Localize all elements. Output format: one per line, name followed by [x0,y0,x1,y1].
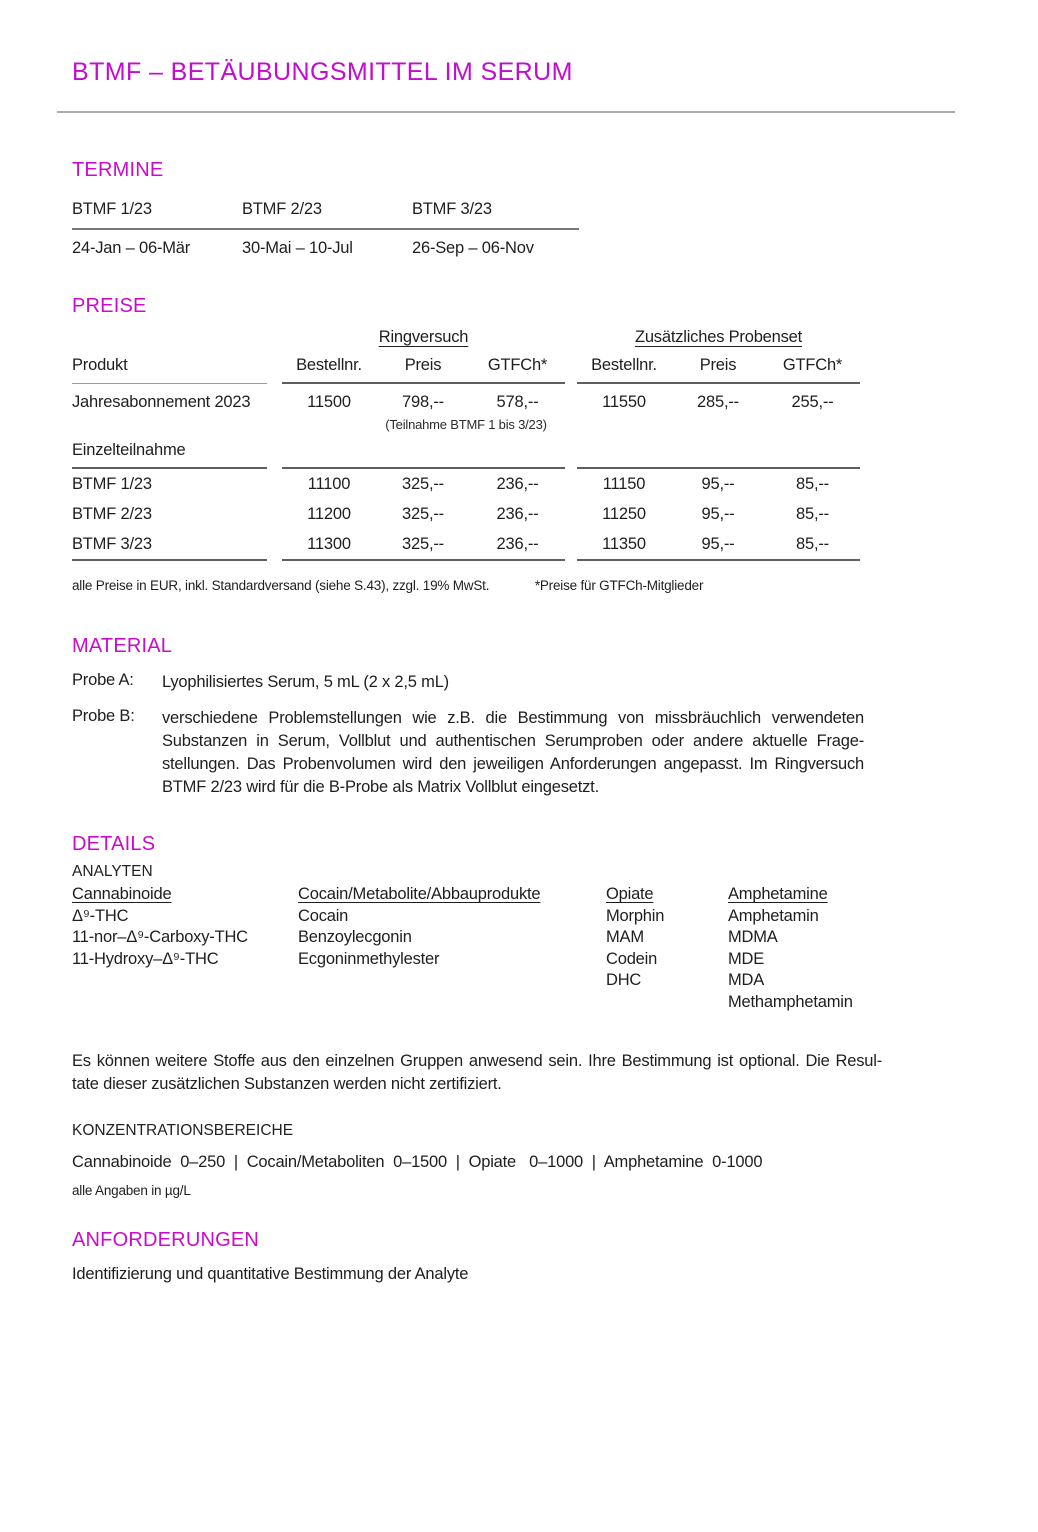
termine-dates-row [72,230,579,258]
price-cell: 11250 [602,505,646,523]
ringversuch-group-header: Ringversuch [378,328,469,346]
gap [267,529,282,561]
price-cell: 236,-- [496,505,539,523]
analyte-item: MDE [728,949,765,968]
details-section [72,833,968,1095]
price-footnote-right: *Preise für GTFCh-Mitglieder [534,578,704,593]
analyte-groups [72,884,968,1013]
gap [565,499,577,529]
price-cell: 11200 [307,505,351,523]
col-header-bestellnr: Bestellnr. [282,352,376,384]
produkt-cell: BTMF 1/23 [72,475,152,493]
document-page [0,58,1038,1532]
gap [565,529,577,561]
col-header-produkt: Produkt [72,352,267,384]
gap [267,352,282,384]
analyte-item: 11-Hydroxy–Δ⁹-THC [72,949,219,968]
termine-col-dates: 30-Mai – 10-Jul [242,239,353,257]
gap [565,469,577,499]
analyten-subheading: ANALYTEN [72,863,153,880]
gap [267,469,282,499]
anforderungen-heading: ANFORDERUNGEN [72,1229,260,1251]
gap [267,439,282,469]
produkt-cell: BTMF 3/23 [72,529,267,561]
gap [267,499,282,529]
gap [565,384,577,414]
price-cell: 325,-- [402,475,444,493]
analyte-item: Methamphetamin [728,992,853,1011]
analyte-item: Benzoylecgonin [298,928,412,946]
price-cell: 85,-- [796,505,829,523]
analyte-item: DHC [606,971,642,989]
analyte-group-opiate [606,884,728,1013]
unit-note: alle Angaben in µg/L [72,1183,191,1198]
concentration-ranges: Cannabinoide 0–250 | Cocain/Metaboliten 0–1500 | Opiate 0–1000 | Amphetamine 0-1000 [72,1153,763,1171]
col-header-preis: Preis [376,352,470,384]
page-title: BTMF – BETÄUBUNGSMITTEL IM SERUM [72,58,573,86]
termine-col-label: BTMF 3/23 [412,200,492,218]
abo-note: (Teilnahme BTMF 1 bis 3/23) [385,417,547,432]
price-cell: 11100 [307,475,351,493]
analyte-item: MDA [728,971,765,989]
probenset-group-header: Zusätzliches Probenset [634,328,803,346]
termine-header-row [72,195,579,230]
anforderungen-section [72,1229,968,1284]
gap [565,439,577,469]
termine-col-dates: 24-Jan – 06-Mär [72,239,191,257]
analyte-item: 11-nor–Δ⁹-Carboxy-THC [72,928,248,946]
price-cell: 325,-- [402,505,444,523]
probe-b-row [72,707,968,799]
material-heading: MATERIAL [72,635,173,657]
termine-heading: TERMINE [72,159,164,181]
col-header-bestellnr: Bestellnr. [577,352,671,384]
produkt-cell: Jahresabonnement 2023 [72,393,251,411]
preise-section [72,295,968,593]
konzentrationsbereiche-section [72,1122,968,1198]
group-title: Opiate [606,885,654,903]
analyte-item: Codein [606,949,658,968]
price-footnote-left: alle Preise in EUR, inkl. Standardversand (siehe S.43), zzgl. 19% MwSt. [72,578,490,593]
price-cell: 325,-- [376,529,470,561]
group-title: Cannabinoide [72,885,172,903]
price-cell: 236,-- [470,529,565,561]
empty-cell [577,439,860,469]
gap [267,328,282,352]
preise-heading: PREISE [72,295,147,317]
price-cell: 85,-- [796,475,829,493]
konzentrationsbereiche-heading: KONZENTRATIONSBEREICHE [72,1122,294,1139]
col-header-gtfch: GTFCh* [765,352,860,384]
analyte-item: Cocain [298,906,349,925]
price-cell: 95,-- [671,529,765,561]
gap [565,328,577,352]
analyte-item: Δ⁹-THC [72,906,129,925]
probe-a-row [72,671,968,694]
produkt-cell: BTMF 2/23 [72,505,152,523]
termine-col-label: BTMF 1/23 [72,200,152,218]
price-cell: 578,-- [496,393,539,411]
col-header-preis: Preis [671,352,765,384]
preise-table [72,328,860,561]
anforderungen-text: Identifizierung und quantitative Bestimmung der Analyte [72,1265,469,1283]
analyte-item: Morphin [606,906,665,925]
analyte-group-cocain [298,884,606,1013]
probe-b-label: Probe B: [72,707,135,725]
optional-substances-note: Es können weitere Stoffe aus den einzelnen Gruppen anwesend sein. Ihre Bestimmung ist optional. Die Resul-tate dieser zusätzlichen Substanzen werden nicht zertifiziert. [72,1052,882,1093]
price-cell: 85,-- [765,529,860,561]
details-heading: DETAILS [72,833,156,855]
price-cell: 285,-- [697,393,739,411]
group-title: Cocain/Metabolite/Abbauprodukte [298,885,541,903]
gap [565,352,577,384]
termine-col-label: BTMF 2/23 [242,200,322,218]
probe-a-label: Probe A: [72,671,134,689]
price-cell: 95,-- [701,475,735,493]
price-cell: 95,-- [701,505,735,523]
termine-table [72,195,579,258]
col-header-gtfch: GTFCh* [470,352,565,384]
gap [267,384,282,414]
price-cell: 11150 [602,475,646,493]
empty-cell [72,328,267,352]
price-cell: 236,-- [496,475,539,493]
probe-b-text: verschiedene Problemstellungen wie z.B. die Bestimmung von missbräuchlich verwendeten Substanzen in Serum, Vollblut und authentischen Serumproben oder andere aktuelle Frage-stellungen. Das Probenvolumen wird den jeweiligen Anforderungen angepasst. Im Ringversuch BTMF 2/23 wird für die B-Probe als Matrix Vollblut eingesetzt. [162,709,864,796]
subheader-einzelteilnahme: Einzelteilnahme [72,439,267,469]
termine-col-dates: 26-Sep – 06-Nov [412,239,534,257]
material-section [72,635,968,799]
price-cell: 11350 [577,529,671,561]
price-cell: 798,-- [402,393,444,411]
empty-cell [282,439,565,469]
probe-a-text: Lyophilisiertes Serum, 5 mL (2 x 2,5 mL) [162,673,449,691]
analyte-item: Ecgoninmethylester [298,949,440,968]
analyte-item: MAM [606,928,644,946]
title-divider [57,111,955,113]
price-cell: 11550 [602,393,646,411]
group-title: Amphetamine [728,885,828,903]
price-cell: 255,-- [791,393,834,411]
termine-section [72,159,968,258]
price-footnote [72,578,968,593]
analyte-group-amphetamine [728,884,890,1013]
price-cell: 11300 [282,529,376,561]
analyte-group-cannabinoide [72,884,298,1013]
analyte-item: Amphetamin [728,906,819,925]
analyte-item: MDMA [728,928,778,946]
price-cell: 11500 [307,393,351,411]
